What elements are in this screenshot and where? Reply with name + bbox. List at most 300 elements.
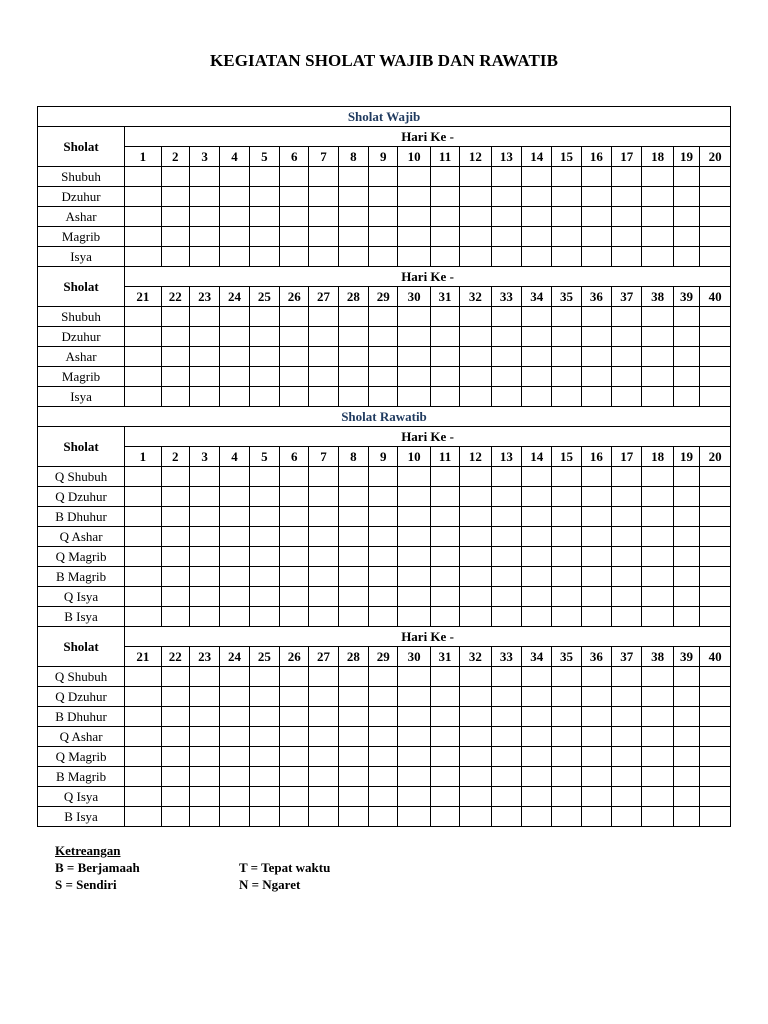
checkbox-cell[interactable] [552,567,581,587]
checkbox-cell[interactable] [249,587,279,607]
checkbox-cell[interactable] [642,347,673,367]
checkbox-cell[interactable] [700,347,731,367]
checkbox-cell[interactable] [491,167,521,187]
checkbox-cell[interactable] [338,467,368,487]
checkbox-cell[interactable] [161,567,189,587]
checkbox-cell[interactable] [249,707,279,727]
checkbox-cell[interactable] [369,227,398,247]
checkbox-cell[interactable] [612,187,642,207]
checkbox-cell[interactable] [522,547,552,567]
checkbox-cell[interactable] [189,247,219,267]
checkbox-cell[interactable] [189,567,219,587]
checkbox-cell[interactable] [642,367,673,387]
checkbox-cell[interactable] [280,347,309,367]
checkbox-cell[interactable] [581,247,611,267]
checkbox-cell[interactable] [642,567,673,587]
checkbox-cell[interactable] [369,587,398,607]
checkbox-cell[interactable] [398,227,430,247]
checkbox-cell[interactable] [189,387,219,407]
checkbox-cell[interactable] [280,247,309,267]
checkbox-cell[interactable] [581,487,611,507]
checkbox-cell[interactable] [673,687,699,707]
checkbox-cell[interactable] [249,307,279,327]
checkbox-cell[interactable] [612,667,642,687]
checkbox-cell[interactable] [552,787,581,807]
checkbox-cell[interactable] [430,347,459,367]
checkbox-cell[interactable] [700,167,731,187]
checkbox-cell[interactable] [189,367,219,387]
checkbox-cell[interactable] [398,507,430,527]
checkbox-cell[interactable] [125,227,161,247]
checkbox-cell[interactable] [581,607,611,627]
checkbox-cell[interactable] [581,587,611,607]
checkbox-cell[interactable] [673,767,699,787]
checkbox-cell[interactable] [398,587,430,607]
checkbox-cell[interactable] [642,167,673,187]
checkbox-cell[interactable] [338,787,368,807]
checkbox-cell[interactable] [220,227,249,247]
checkbox-cell[interactable] [369,167,398,187]
checkbox-cell[interactable] [673,607,699,627]
checkbox-cell[interactable] [673,387,699,407]
checkbox-cell[interactable] [522,347,552,367]
checkbox-cell[interactable] [189,587,219,607]
checkbox-cell[interactable] [398,607,430,627]
checkbox-cell[interactable] [612,807,642,827]
checkbox-cell[interactable] [700,307,731,327]
checkbox-cell[interactable] [700,727,731,747]
checkbox-cell[interactable] [642,227,673,247]
checkbox-cell[interactable] [460,727,491,747]
checkbox-cell[interactable] [491,227,521,247]
checkbox-cell[interactable] [581,787,611,807]
checkbox-cell[interactable] [338,227,368,247]
checkbox-cell[interactable] [612,387,642,407]
checkbox-cell[interactable] [552,307,581,327]
checkbox-cell[interactable] [460,367,491,387]
checkbox-cell[interactable] [220,487,249,507]
checkbox-cell[interactable] [522,667,552,687]
checkbox-cell[interactable] [460,167,491,187]
checkbox-cell[interactable] [430,527,459,547]
checkbox-cell[interactable] [161,747,189,767]
checkbox-cell[interactable] [398,707,430,727]
checkbox-cell[interactable] [460,327,491,347]
checkbox-cell[interactable] [612,767,642,787]
checkbox-cell[interactable] [161,167,189,187]
checkbox-cell[interactable] [552,387,581,407]
checkbox-cell[interactable] [309,527,338,547]
checkbox-cell[interactable] [125,167,161,187]
checkbox-cell[interactable] [125,727,161,747]
checkbox-cell[interactable] [642,387,673,407]
checkbox-cell[interactable] [430,747,459,767]
checkbox-cell[interactable] [612,307,642,327]
checkbox-cell[interactable] [125,807,161,827]
checkbox-cell[interactable] [673,527,699,547]
checkbox-cell[interactable] [581,687,611,707]
checkbox-cell[interactable] [612,567,642,587]
checkbox-cell[interactable] [612,227,642,247]
checkbox-cell[interactable] [280,327,309,347]
checkbox-cell[interactable] [491,787,521,807]
checkbox-cell[interactable] [369,347,398,367]
checkbox-cell[interactable] [249,167,279,187]
checkbox-cell[interactable] [280,187,309,207]
checkbox-cell[interactable] [522,307,552,327]
checkbox-cell[interactable] [398,667,430,687]
checkbox-cell[interactable] [309,327,338,347]
checkbox-cell[interactable] [552,767,581,787]
checkbox-cell[interactable] [673,367,699,387]
checkbox-cell[interactable] [700,587,731,607]
checkbox-cell[interactable] [189,747,219,767]
checkbox-cell[interactable] [309,707,338,727]
checkbox-cell[interactable] [309,807,338,827]
checkbox-cell[interactable] [189,707,219,727]
checkbox-cell[interactable] [612,327,642,347]
checkbox-cell[interactable] [161,247,189,267]
checkbox-cell[interactable] [491,687,521,707]
checkbox-cell[interactable] [338,747,368,767]
checkbox-cell[interactable] [581,207,611,227]
checkbox-cell[interactable] [398,467,430,487]
checkbox-cell[interactable] [642,607,673,627]
checkbox-cell[interactable] [161,707,189,727]
checkbox-cell[interactable] [642,667,673,687]
checkbox-cell[interactable] [309,787,338,807]
checkbox-cell[interactable] [309,747,338,767]
checkbox-cell[interactable] [673,247,699,267]
checkbox-cell[interactable] [338,327,368,347]
checkbox-cell[interactable] [700,747,731,767]
checkbox-cell[interactable] [430,567,459,587]
checkbox-cell[interactable] [309,487,338,507]
checkbox-cell[interactable] [125,307,161,327]
checkbox-cell[interactable] [552,667,581,687]
checkbox-cell[interactable] [612,367,642,387]
checkbox-cell[interactable] [491,207,521,227]
checkbox-cell[interactable] [522,527,552,547]
checkbox-cell[interactable] [673,307,699,327]
checkbox-cell[interactable] [161,587,189,607]
checkbox-cell[interactable] [398,527,430,547]
checkbox-cell[interactable] [369,327,398,347]
checkbox-cell[interactable] [612,607,642,627]
checkbox-cell[interactable] [220,707,249,727]
checkbox-cell[interactable] [430,327,459,347]
checkbox-cell[interactable] [125,527,161,547]
checkbox-cell[interactable] [338,807,368,827]
checkbox-cell[interactable] [398,167,430,187]
checkbox-cell[interactable] [125,547,161,567]
checkbox-cell[interactable] [700,327,731,347]
checkbox-cell[interactable] [552,207,581,227]
checkbox-cell[interactable] [280,567,309,587]
checkbox-cell[interactable] [642,767,673,787]
checkbox-cell[interactable] [642,687,673,707]
checkbox-cell[interactable] [161,687,189,707]
checkbox-cell[interactable] [220,167,249,187]
checkbox-cell[interactable] [125,747,161,767]
checkbox-cell[interactable] [460,667,491,687]
checkbox-cell[interactable] [612,467,642,487]
checkbox-cell[interactable] [430,187,459,207]
checkbox-cell[interactable] [369,307,398,327]
checkbox-cell[interactable] [398,547,430,567]
checkbox-cell[interactable] [522,167,552,187]
checkbox-cell[interactable] [522,187,552,207]
checkbox-cell[interactable] [581,707,611,727]
checkbox-cell[interactable] [338,587,368,607]
checkbox-cell[interactable] [161,807,189,827]
checkbox-cell[interactable] [309,507,338,527]
checkbox-cell[interactable] [280,707,309,727]
checkbox-cell[interactable] [491,507,521,527]
checkbox-cell[interactable] [460,247,491,267]
checkbox-cell[interactable] [338,707,368,727]
checkbox-cell[interactable] [581,507,611,527]
checkbox-cell[interactable] [700,387,731,407]
checkbox-cell[interactable] [309,467,338,487]
checkbox-cell[interactable] [552,247,581,267]
checkbox-cell[interactable] [189,187,219,207]
checkbox-cell[interactable] [552,547,581,567]
checkbox-cell[interactable] [460,487,491,507]
checkbox-cell[interactable] [552,327,581,347]
checkbox-cell[interactable] [430,707,459,727]
checkbox-cell[interactable] [673,747,699,767]
checkbox-cell[interactable] [249,687,279,707]
checkbox-cell[interactable] [673,667,699,687]
checkbox-cell[interactable] [220,767,249,787]
checkbox-cell[interactable] [369,747,398,767]
checkbox-cell[interactable] [189,167,219,187]
checkbox-cell[interactable] [280,607,309,627]
checkbox-cell[interactable] [249,727,279,747]
checkbox-cell[interactable] [398,207,430,227]
checkbox-cell[interactable] [125,247,161,267]
checkbox-cell[interactable] [161,327,189,347]
checkbox-cell[interactable] [552,347,581,367]
checkbox-cell[interactable] [642,707,673,727]
checkbox-cell[interactable] [552,687,581,707]
checkbox-cell[interactable] [280,587,309,607]
checkbox-cell[interactable] [125,507,161,527]
checkbox-cell[interactable] [369,807,398,827]
checkbox-cell[interactable] [612,747,642,767]
checkbox-cell[interactable] [581,387,611,407]
checkbox-cell[interactable] [700,607,731,627]
checkbox-cell[interactable] [491,667,521,687]
checkbox-cell[interactable] [612,727,642,747]
checkbox-cell[interactable] [280,227,309,247]
checkbox-cell[interactable] [338,387,368,407]
checkbox-cell[interactable] [673,187,699,207]
checkbox-cell[interactable] [249,787,279,807]
checkbox-cell[interactable] [398,327,430,347]
checkbox-cell[interactable] [673,167,699,187]
checkbox-cell[interactable] [338,767,368,787]
checkbox-cell[interactable] [249,547,279,567]
checkbox-cell[interactable] [280,687,309,707]
checkbox-cell[interactable] [430,767,459,787]
checkbox-cell[interactable] [673,727,699,747]
checkbox-cell[interactable] [249,767,279,787]
checkbox-cell[interactable] [369,187,398,207]
checkbox-cell[interactable] [309,587,338,607]
checkbox-cell[interactable] [460,527,491,547]
checkbox-cell[interactable] [552,167,581,187]
checkbox-cell[interactable] [522,707,552,727]
checkbox-cell[interactable] [309,387,338,407]
checkbox-cell[interactable] [338,687,368,707]
checkbox-cell[interactable] [460,787,491,807]
checkbox-cell[interactable] [460,207,491,227]
checkbox-cell[interactable] [338,487,368,507]
checkbox-cell[interactable] [125,327,161,347]
checkbox-cell[interactable] [309,247,338,267]
checkbox-cell[interactable] [220,547,249,567]
checkbox-cell[interactable] [552,727,581,747]
checkbox-cell[interactable] [369,667,398,687]
checkbox-cell[interactable] [491,467,521,487]
checkbox-cell[interactable] [642,327,673,347]
checkbox-cell[interactable] [249,487,279,507]
checkbox-cell[interactable] [491,247,521,267]
checkbox-cell[interactable] [491,747,521,767]
checkbox-cell[interactable] [581,367,611,387]
checkbox-cell[interactable] [460,747,491,767]
checkbox-cell[interactable] [612,587,642,607]
checkbox-cell[interactable] [338,367,368,387]
checkbox-cell[interactable] [430,667,459,687]
checkbox-cell[interactable] [309,607,338,627]
checkbox-cell[interactable] [581,327,611,347]
checkbox-cell[interactable] [338,307,368,327]
checkbox-cell[interactable] [430,387,459,407]
checkbox-cell[interactable] [460,307,491,327]
checkbox-cell[interactable] [309,207,338,227]
checkbox-cell[interactable] [673,347,699,367]
checkbox-cell[interactable] [642,547,673,567]
checkbox-cell[interactable] [642,467,673,487]
checkbox-cell[interactable] [642,587,673,607]
checkbox-cell[interactable] [398,187,430,207]
checkbox-cell[interactable] [220,807,249,827]
checkbox-cell[interactable] [161,767,189,787]
checkbox-cell[interactable] [125,587,161,607]
checkbox-cell[interactable] [581,187,611,207]
checkbox-cell[interactable] [220,507,249,527]
checkbox-cell[interactable] [430,367,459,387]
checkbox-cell[interactable] [430,507,459,527]
checkbox-cell[interactable] [161,527,189,547]
checkbox-cell[interactable] [189,227,219,247]
checkbox-cell[interactable] [673,787,699,807]
checkbox-cell[interactable] [280,787,309,807]
checkbox-cell[interactable] [161,387,189,407]
checkbox-cell[interactable] [430,547,459,567]
checkbox-cell[interactable] [491,347,521,367]
checkbox-cell[interactable] [552,587,581,607]
checkbox-cell[interactable] [249,207,279,227]
checkbox-cell[interactable] [369,567,398,587]
checkbox-cell[interactable] [369,507,398,527]
checkbox-cell[interactable] [700,767,731,787]
checkbox-cell[interactable] [700,247,731,267]
checkbox-cell[interactable] [491,547,521,567]
checkbox-cell[interactable] [189,347,219,367]
checkbox-cell[interactable] [430,487,459,507]
checkbox-cell[interactable] [189,507,219,527]
checkbox-cell[interactable] [220,667,249,687]
checkbox-cell[interactable] [220,387,249,407]
checkbox-cell[interactable] [581,667,611,687]
checkbox-cell[interactable] [369,787,398,807]
checkbox-cell[interactable] [491,727,521,747]
checkbox-cell[interactable] [612,687,642,707]
checkbox-cell[interactable] [491,567,521,587]
checkbox-cell[interactable] [612,787,642,807]
checkbox-cell[interactable] [189,307,219,327]
checkbox-cell[interactable] [125,667,161,687]
checkbox-cell[interactable] [581,167,611,187]
checkbox-cell[interactable] [491,487,521,507]
checkbox-cell[interactable] [673,587,699,607]
checkbox-cell[interactable] [581,307,611,327]
checkbox-cell[interactable] [220,787,249,807]
checkbox-cell[interactable] [552,507,581,527]
checkbox-cell[interactable] [430,787,459,807]
checkbox-cell[interactable] [125,207,161,227]
checkbox-cell[interactable] [220,587,249,607]
checkbox-cell[interactable] [309,347,338,367]
checkbox-cell[interactable] [491,607,521,627]
checkbox-cell[interactable] [522,467,552,487]
checkbox-cell[interactable] [125,347,161,367]
checkbox-cell[interactable] [398,807,430,827]
checkbox-cell[interactable] [460,387,491,407]
checkbox-cell[interactable] [125,387,161,407]
checkbox-cell[interactable] [161,487,189,507]
checkbox-cell[interactable] [249,247,279,267]
checkbox-cell[interactable] [220,207,249,227]
checkbox-cell[interactable] [309,767,338,787]
checkbox-cell[interactable] [430,247,459,267]
checkbox-cell[interactable] [125,367,161,387]
checkbox-cell[interactable] [398,487,430,507]
checkbox-cell[interactable] [491,307,521,327]
checkbox-cell[interactable] [612,167,642,187]
checkbox-cell[interactable] [642,507,673,527]
checkbox-cell[interactable] [673,567,699,587]
checkbox-cell[interactable] [338,547,368,567]
checkbox-cell[interactable] [280,467,309,487]
checkbox-cell[interactable] [398,387,430,407]
checkbox-cell[interactable] [125,487,161,507]
checkbox-cell[interactable] [522,207,552,227]
checkbox-cell[interactable] [673,227,699,247]
checkbox-cell[interactable] [460,587,491,607]
checkbox-cell[interactable] [309,687,338,707]
checkbox-cell[interactable] [430,607,459,627]
checkbox-cell[interactable] [338,667,368,687]
checkbox-cell[interactable] [522,487,552,507]
checkbox-cell[interactable] [552,187,581,207]
checkbox-cell[interactable] [522,727,552,747]
checkbox-cell[interactable] [700,527,731,547]
